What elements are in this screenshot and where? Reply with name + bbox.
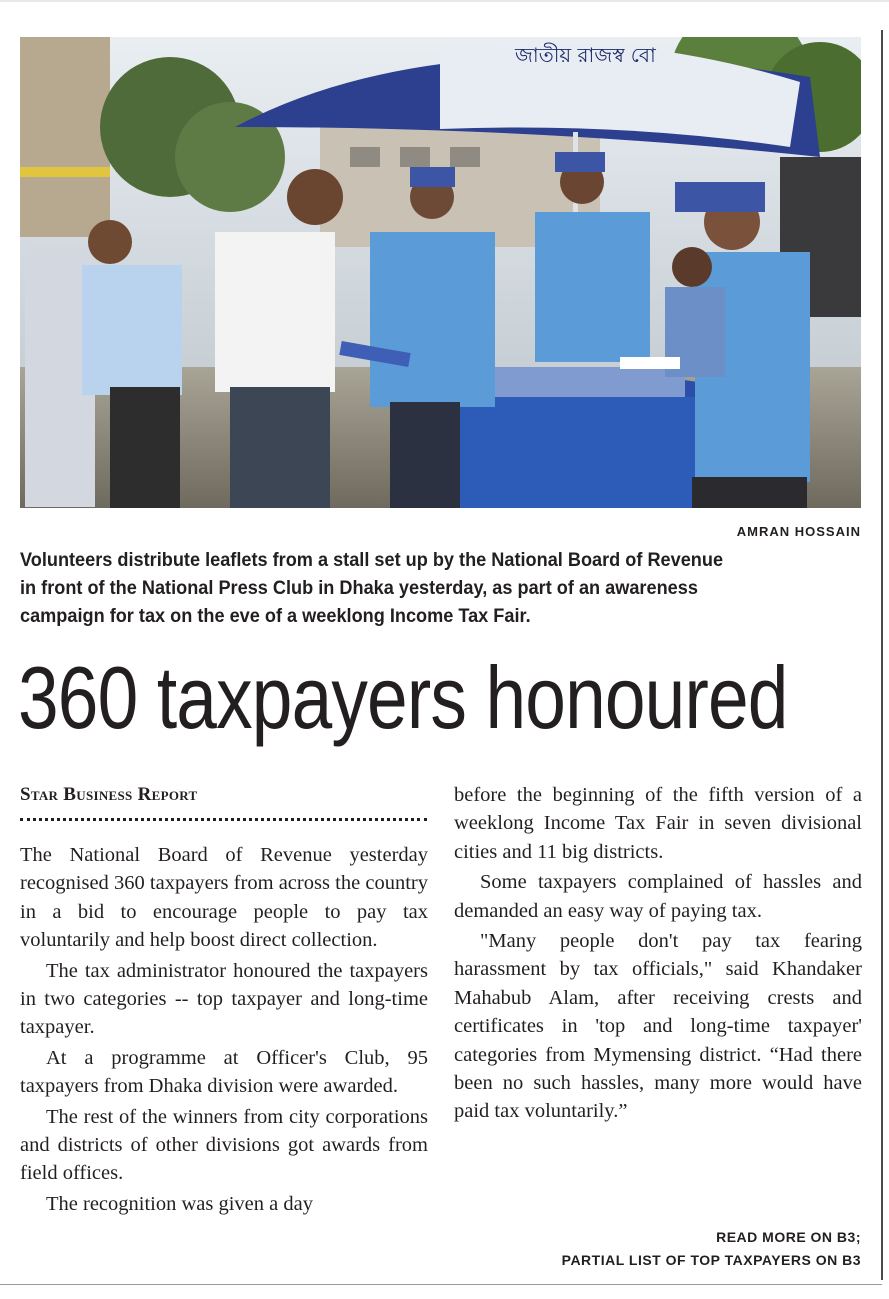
bottom-rule — [0, 1284, 882, 1285]
article-column-left — [20, 841, 428, 1218]
caption-line: in front of the National Press Club in Dhaka yesterday, as part of an awareness — [20, 577, 698, 599]
right-column-rule — [881, 30, 883, 1280]
partial-list-link: PARTIAL LIST OF TOP TAXPAYERS ON B3 — [561, 1252, 861, 1268]
caption-line: Volunteers distribute leaflets from a stall set up by the National Board of Revenue — [20, 549, 724, 571]
byline: Star Business Report — [20, 784, 198, 805]
paragraph: Some taxpayers complained of hassles and demanded an easy way of paying tax. — [454, 871, 862, 922]
photo-illustration — [20, 37, 861, 508]
photo-credit: AMRAN HOSSAIN — [736, 524, 861, 539]
top-rule — [0, 0, 889, 2]
paragraph: The National Board of Revenue yesterday recognised 360 taxpayers from across the country in a bid to encourage people to pay tax voluntarily and help boost direct collection. — [20, 844, 428, 952]
jump-notice — [562, 1226, 861, 1272]
article-column-right — [454, 781, 862, 1126]
paragraph: "Many people don't pay tax fearing harassment by tax officials," said Khandaker Mahabub Alam, after receiving crests and certificates in 'top and long-time taxpayer' categories from Mymensing district. “Had there been no such hassles, many more would have paid tax voluntarily.” — [454, 930, 862, 1123]
paragraph: before the beginning of the fifth version of a weeklong Income Tax Fair in seven divisional cities and 11 big districts. — [454, 784, 862, 863]
read-more-link: READ MORE ON B3; — [716, 1229, 861, 1245]
umbrella-text: জাতীয় রাজস্ব বো — [515, 43, 656, 67]
paragraph: The recognition was given a day — [46, 1192, 313, 1215]
byline-divider — [20, 818, 427, 821]
headline: 360 taxpayers honoured — [18, 648, 788, 747]
paragraph: At a programme at Officer's Club, 95 taxpayers from Dhaka division were awarded. — [20, 1046, 428, 1098]
photo-caption — [20, 546, 866, 630]
paragraph: The rest of the winners from city corporations and districts of other divisions got awards from field offices. — [20, 1105, 428, 1185]
caption-line: campaign for tax on the eve of a weeklong Income Tax Fair. — [20, 605, 531, 627]
news-photo — [20, 37, 861, 508]
paragraph: The tax administrator honoured the taxpayers in two categories -- top taxpayer and long-time taxpayer. — [20, 959, 428, 1039]
